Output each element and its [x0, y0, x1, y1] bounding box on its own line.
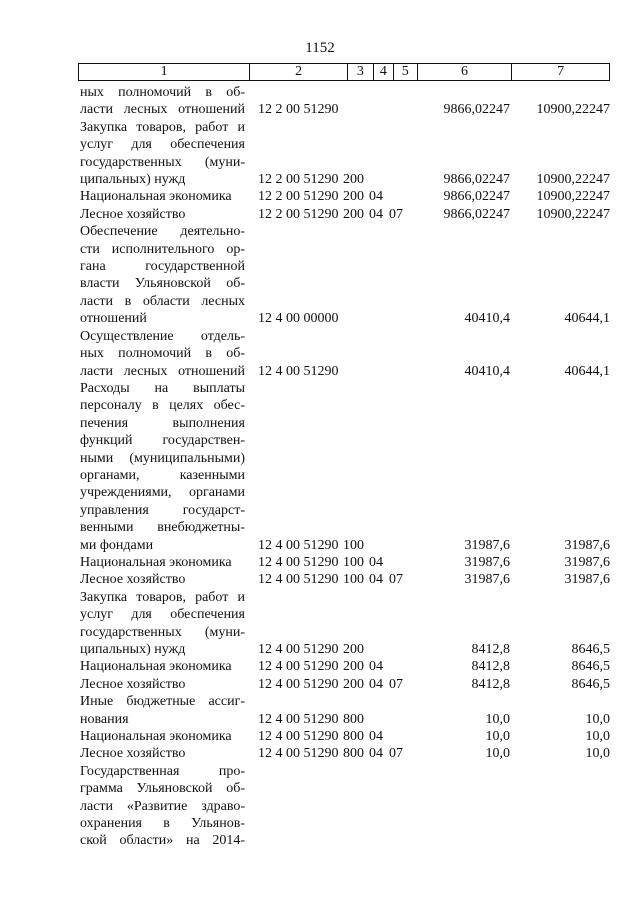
row-col-3: 200 [343, 189, 364, 205]
row-name-line: Расходы на выплаты [80, 380, 245, 396]
row-name-line: государственных (муни- [80, 624, 245, 640]
row-col-4: 04 [369, 659, 383, 675]
row-code: 12 2 00 51290 [258, 189, 339, 205]
row-value-6: 10,0 [485, 711, 510, 727]
row-name-line: ласти «Развитие здраво- [80, 798, 245, 814]
row-value-6: 31987,6 [464, 554, 510, 570]
row-name-line: гана государственной [80, 259, 245, 275]
row-value-7: 10900,22247 [536, 206, 610, 222]
row-name-line: венными внебюджетны- [80, 520, 245, 536]
header-col-7: 7 [557, 64, 565, 79]
row-name-line: сти исполнительного ор- [80, 241, 245, 257]
row-name-line: услуг для обеспечения [80, 137, 245, 153]
table-header [78, 63, 610, 81]
row-name-line: органами, казенными [80, 467, 245, 483]
row-col-5: 07 [389, 676, 403, 692]
row-name [80, 676, 245, 693]
row-name-line: Лесное хозяйство [80, 676, 186, 692]
row-name-line: Национальная экономика [80, 554, 232, 570]
row-name [80, 554, 245, 571]
row-value-7: 8646,5 [571, 659, 610, 675]
row-code: 12 4 00 51290 [258, 676, 339, 692]
header-col-2: 2 [250, 64, 348, 80]
table-row [80, 728, 610, 745]
row-col-4: 04 [369, 729, 383, 745]
row-col-3: 200 [343, 206, 364, 222]
row-col-5: 07 [389, 206, 403, 222]
row-name [80, 223, 245, 327]
row-name [80, 380, 245, 554]
row-value-6: 10,0 [485, 746, 510, 762]
row-value-7: 10,0 [585, 729, 610, 745]
row-value-7: 10900,22247 [536, 189, 610, 205]
row-value-7: 31987,6 [564, 572, 610, 588]
row-name-line: функций государствен- [80, 433, 245, 449]
row-code: 12 2 00 51290 [258, 206, 339, 222]
header-col-6: 6 [418, 64, 513, 80]
row-code: 12 4 00 51290 [258, 537, 339, 553]
row-name [80, 119, 245, 189]
row-value-6: 31987,6 [464, 537, 510, 553]
row-col-3: 200 [343, 659, 364, 675]
row-col-4: 04 [369, 746, 383, 762]
table-row [80, 763, 610, 850]
row-value-6: 9866,02247 [443, 189, 510, 205]
row-code: 12 2 00 51290 [258, 102, 339, 118]
row-name-line: Государственная про- [80, 763, 245, 779]
row-name-line: отношений [80, 311, 147, 327]
row-name-line: Лесное хозяйство [80, 746, 186, 762]
row-code: 12 2 00 51290 [258, 172, 339, 188]
row-name-line: Закупка товаров, работ и [80, 119, 245, 135]
table-row [80, 571, 610, 588]
row-name-line: ласти лесных отношений [80, 102, 245, 118]
table-row [80, 676, 610, 693]
row-name-line: Лесное хозяйство [80, 572, 186, 588]
row-value-7: 10,0 [585, 711, 610, 727]
page-number: 1152 [305, 40, 335, 56]
row-name [80, 658, 245, 675]
row-name-line: управления государст- [80, 502, 245, 518]
table-row [80, 223, 610, 327]
row-name-line: ми фондами [80, 537, 154, 553]
row-value-6: 9866,02247 [443, 102, 510, 118]
table-row [80, 206, 610, 223]
row-value-7: 40644,1 [564, 363, 610, 379]
header-col-3: 3 [348, 64, 374, 80]
row-name [80, 571, 245, 588]
row-col-3: 800 [343, 729, 364, 745]
row-name [80, 188, 245, 205]
row-code: 12 4 00 51290 [258, 642, 339, 657]
row-value-7: 40644,1 [564, 311, 610, 327]
row-name-line: персоналу в целях обес- [80, 398, 245, 414]
row-name-line: ных полномочий в об- [80, 85, 245, 100]
table-row [80, 84, 610, 119]
row-name-line: ципальных) нужд [80, 642, 186, 657]
table-row [80, 693, 610, 728]
row-name [80, 763, 245, 850]
row-value-6: 40410,4 [464, 311, 510, 327]
table-body [80, 84, 610, 850]
row-col-4: 04 [369, 572, 383, 588]
table-row [80, 380, 610, 554]
row-col-5: 07 [389, 572, 403, 588]
row-name-line: власти Ульяновской об- [80, 276, 245, 292]
table-row [80, 589, 610, 659]
row-name-line: государственных (муни- [80, 154, 245, 170]
row-col-4: 04 [369, 676, 383, 692]
row-code: 12 4 00 51290 [258, 711, 339, 727]
row-name-line: грамма Ульяновской об- [80, 781, 245, 797]
row-code: 12 4 00 51290 [258, 572, 339, 588]
row-col-4: 04 [369, 554, 383, 570]
row-name [80, 728, 245, 745]
row-name-line: Обеспечение деятельно- [80, 224, 245, 240]
row-name-line: Лесное хозяйство [80, 206, 186, 222]
header-col-5: 5 [394, 64, 418, 80]
row-col-3: 800 [343, 746, 364, 762]
row-col-3: 100 [343, 537, 364, 553]
table-row [80, 119, 610, 189]
row-name-line: охранения в Ульянов- [80, 816, 245, 832]
row-name-line: Национальная экономика [80, 189, 232, 205]
row-value-7: 8646,5 [571, 642, 610, 657]
row-value-6: 31987,6 [464, 572, 510, 588]
row-col-3: 100 [343, 572, 364, 588]
row-value-7: 31987,6 [564, 537, 610, 553]
row-col-3: 100 [343, 554, 364, 570]
row-name-line: Осуществление отдель- [80, 328, 245, 344]
row-value-7: 31987,6 [564, 554, 610, 570]
row-name-line: ных полномочий в об- [80, 346, 245, 362]
row-value-6: 8412,8 [471, 676, 510, 692]
row-name-line: Закупка товаров, работ и [80, 589, 245, 605]
row-code: 12 4 00 51290 [258, 659, 339, 675]
row-col-3: 200 [343, 676, 364, 692]
row-name-line: услуг для обеспечения [80, 607, 245, 623]
table-row [80, 554, 610, 571]
row-col-5: 07 [389, 746, 403, 762]
row-name-line: Иные бюджетные ассиг- [80, 694, 245, 710]
row-col-3: 200 [343, 642, 364, 657]
row-name [80, 328, 245, 380]
row-value-7: 8646,5 [571, 676, 610, 692]
row-name [80, 589, 245, 659]
table-row [80, 745, 610, 762]
row-name-line: печения выполнения [80, 415, 245, 431]
row-name-line: ципальных) нужд [80, 172, 186, 188]
row-name [80, 745, 245, 762]
table-row [80, 658, 610, 675]
row-name-line: нования [80, 711, 129, 727]
row-value-7: 10900,22247 [536, 102, 610, 118]
row-code: 12 4 00 51290 [258, 554, 339, 570]
row-value-6: 9866,02247 [443, 206, 510, 222]
row-value-6: 40410,4 [464, 363, 510, 379]
row-name-line: Национальная экономика [80, 659, 232, 675]
row-name-line: учреждениями, органами [80, 485, 245, 501]
row-name [80, 693, 245, 728]
row-code: 12 4 00 51290 [258, 729, 339, 745]
row-name [80, 84, 245, 119]
header-col-4: 4 [374, 64, 394, 80]
row-name-line: ными (муниципальными) [80, 450, 245, 466]
row-value-6: 10,0 [485, 729, 510, 745]
row-value-6: 9866,02247 [443, 172, 510, 188]
row-code: 12 4 00 00000 [258, 311, 339, 327]
row-value-6: 8412,8 [471, 642, 510, 657]
row-col-3: 800 [343, 711, 364, 727]
row-code: 12 4 00 51290 [258, 746, 339, 762]
row-name-line: Национальная экономика [80, 729, 232, 745]
header-col-1: 1 [79, 64, 250, 80]
row-name-line: ской области» на 2014- [80, 833, 245, 849]
table-row [80, 188, 610, 205]
row-col-3: 200 [343, 172, 364, 188]
row-name-line: ласти в области лесных [80, 293, 245, 309]
row-col-4: 04 [369, 206, 383, 222]
row-name [80, 206, 245, 223]
row-col-4: 04 [369, 189, 383, 205]
row-code: 12 4 00 51290 [258, 363, 339, 379]
row-value-7: 10900,22247 [536, 172, 610, 188]
row-value-7: 10,0 [585, 746, 610, 762]
row-name-line: ласти лесных отношений [80, 363, 245, 379]
table-row [80, 328, 610, 380]
row-value-6: 8412,8 [471, 659, 510, 675]
